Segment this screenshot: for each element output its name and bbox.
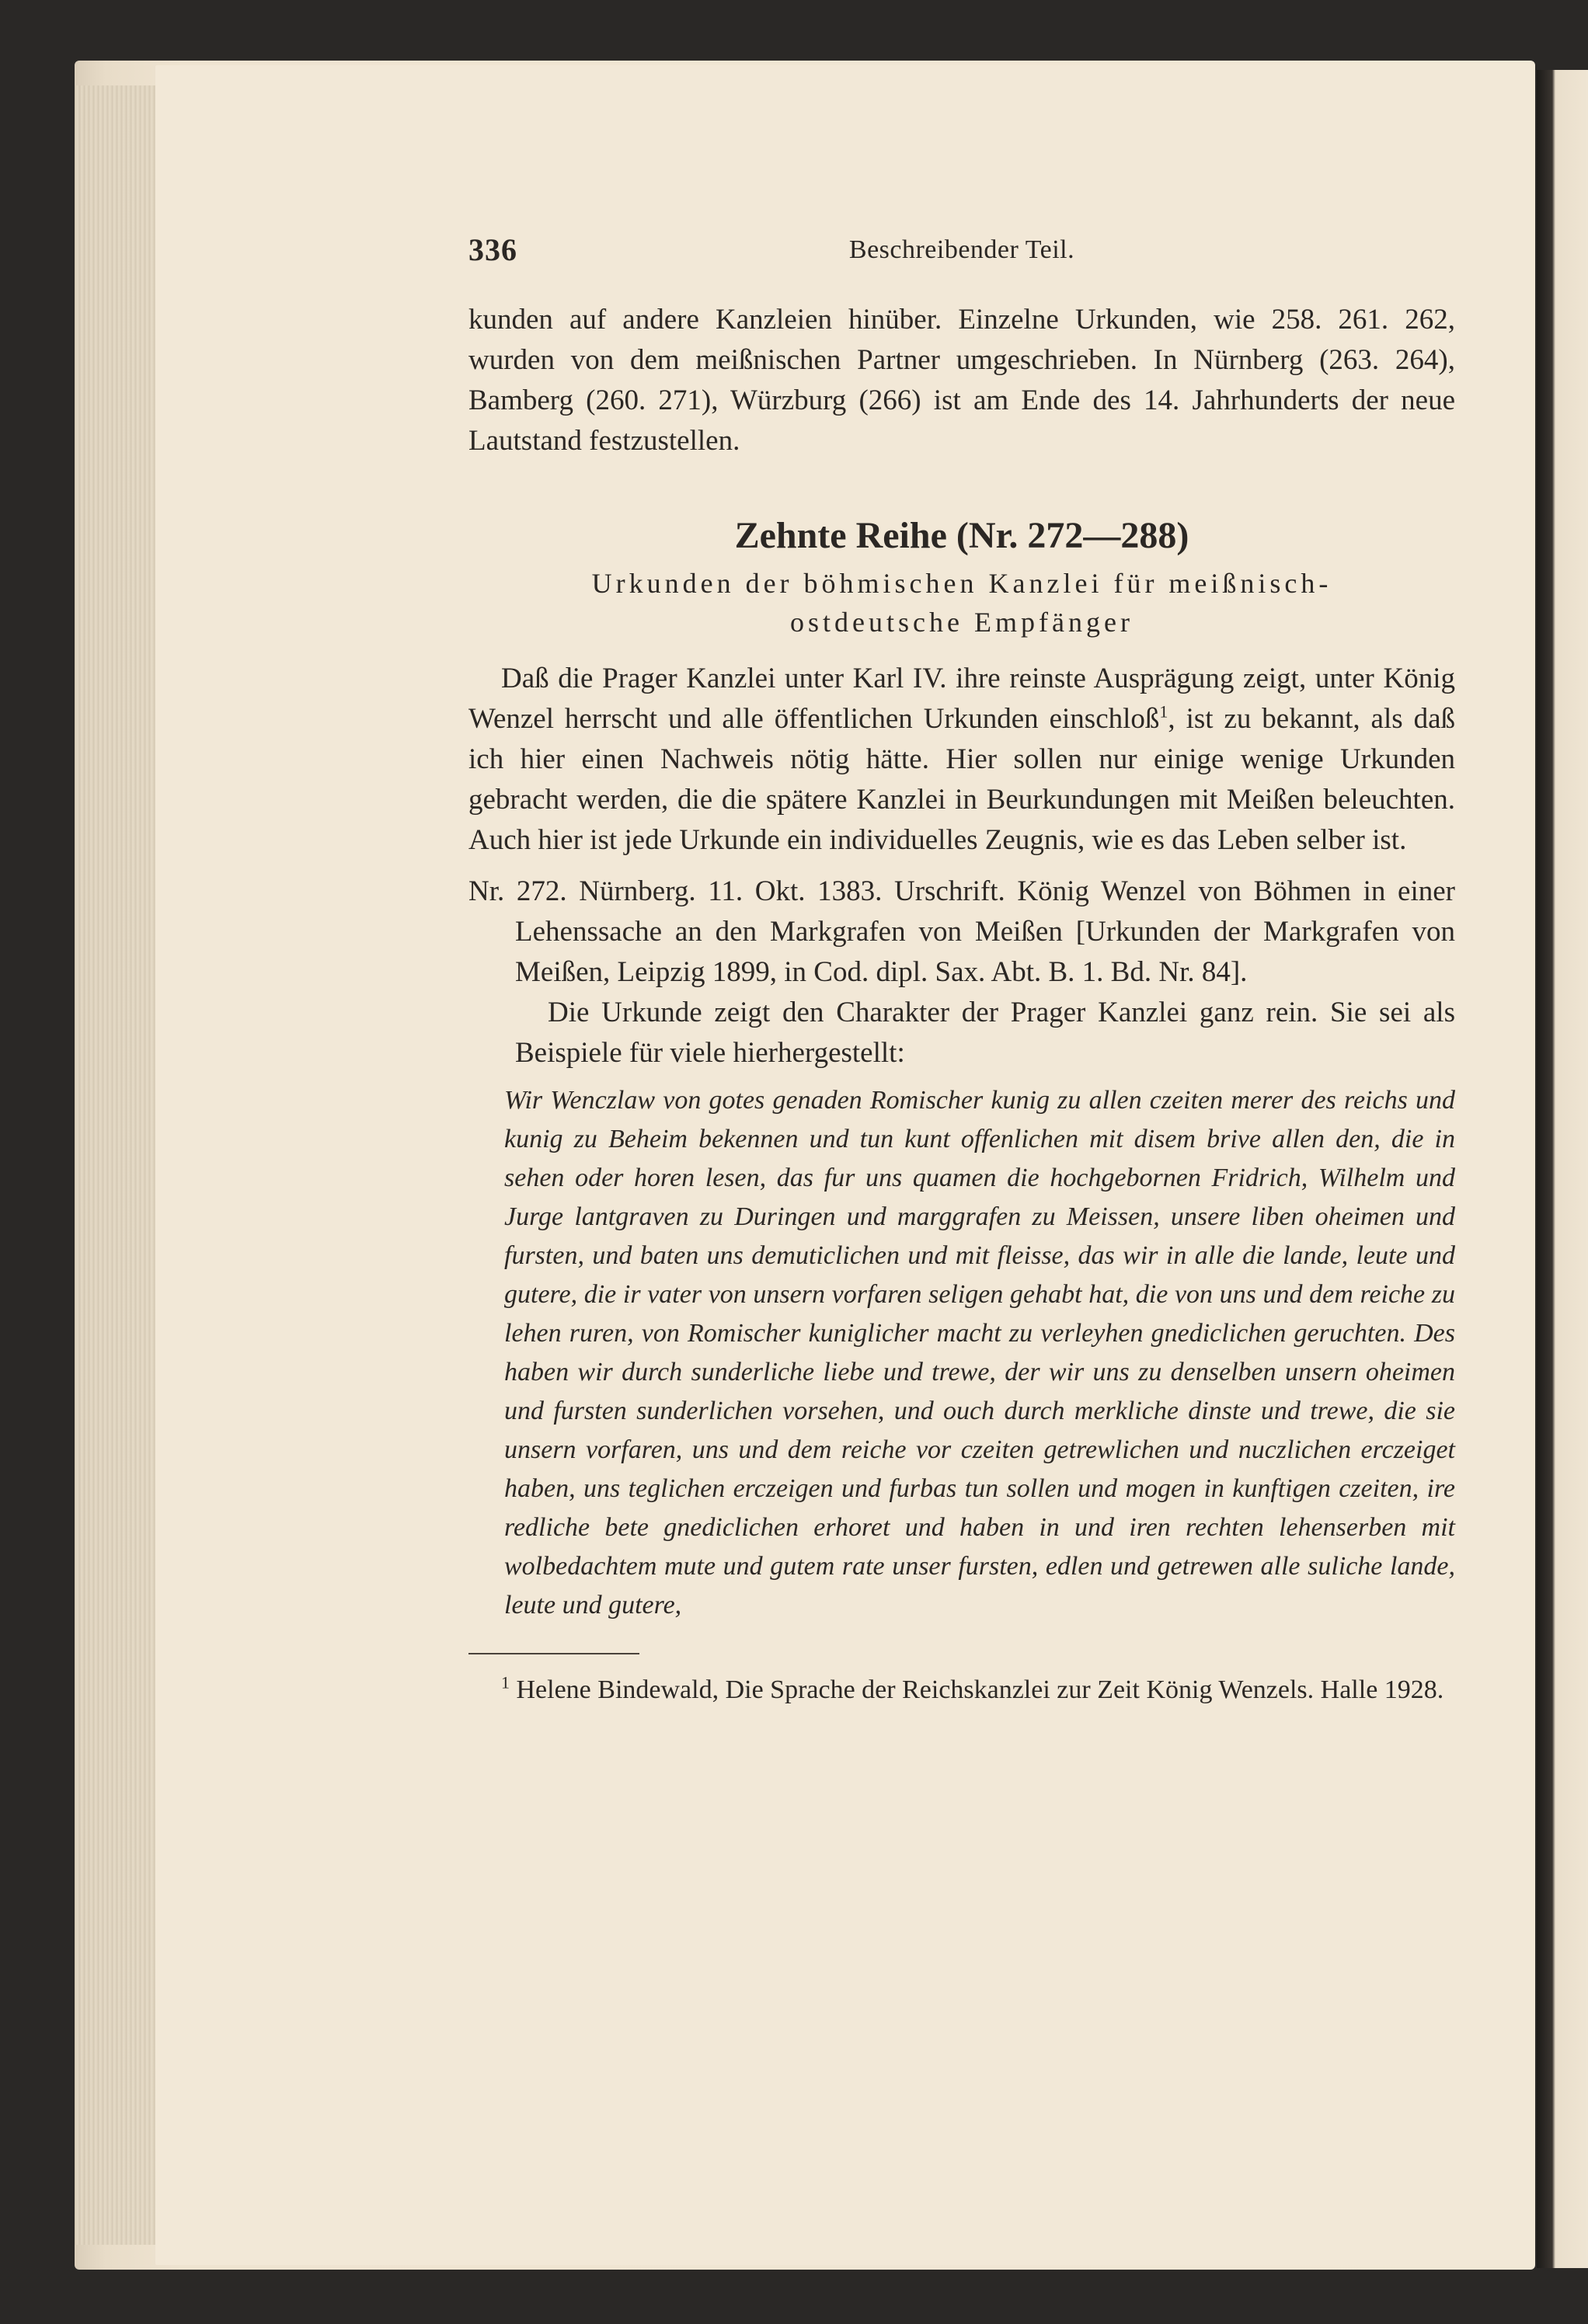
facing-page-edge [1537, 70, 1588, 2268]
footnote-divider [468, 1653, 639, 1654]
body-text-part-1: Daß die Prager Kanzlei unter Karl IV. ihre reinste Ausprägung zeigt, unter König Wenzel herrscht und alle öffentlichen Urkunden einschloß [468, 663, 1455, 735]
intro-paragraph: kunden auf andere Kanzleien hinüber. Einzelne Urkunden, wie 258. 261. 262, wurden von dem meißnischen Partner umgeschrieben. In Nürnberg (263. 264), Bamberg (260. 271), Würzburg (266) ist am Ende des 14. Jahrhunderts der neue Lautstand festzustellen. [468, 304, 1455, 457]
entry-body [468, 993, 1455, 1073]
running-head: Beschreibender Teil. [848, 235, 1075, 264]
document-quotation: Wir Wenczlaw von gotes genaden Romischer kunig zu allen czeiten merer des reichs und kunig zu Beheim bekennen und tun kunt offenlichen mit disem brive allen den, die in sehen oder horen lesen, das fur uns quamen die hochgebornen Fridrich, Wilhelm und Jurge lantgraven zu Duringen und marggrafen zu Meissen, unsere liben oheimen und fursten, und baten uns demuticlichen und mit fleisse, das wir in alle die lande, leute und gutere, die ir vater von unsern vorfaren seligen gehabt hat, die von uns und dem reiche zu lehen ruren, von Romischer kuniglicher macht zu verleyhen gnediclichen geruchten. Des haben wir durch sunderliche liebe und trewe, der wir uns zu denselben unsern oheimen und fursten sunderlichen vorsehen, und ouch durch merkliche dinste und trewe, die sie unsern vorfaren, uns und dem reiche vor czeiten getrewlichen und nuczlichen erczeiget haben, uns teglichen erczeigen und furbas tun sollen und mogen in kunftigen czeiten, ire redliche bete gnediclichen erhoret und haben in und iren rechten lehenserben mit wolbedachtem mute und gutem rate unser fursten, edlen und getrewen alle suliche lande, leute und gutere, [504, 1086, 1455, 1619]
page-number: 336 [468, 232, 517, 267]
footnote-mark: 1 [501, 1672, 510, 1693]
page-content [468, 230, 1455, 1709]
entry-comment: Die Urkunde zeigt den Charakter der Prager Kanzlei ganz rein. Sie sei als Beispiele für viele hierhergestellt: [515, 997, 1455, 1069]
entry-heading: Nr. 272. Nürnberg. 11. Okt. 1383. Urschrift. König Wenzel von Böhmen in einer Lehenssache an den Markgrafen von Meißen [Urkunden der Markgrafen von Meißen, Leipzig 1899, in Cod. dipl. Sax. Abt. B. 1. Bd. Nr. 84]. [468, 875, 1455, 988]
footnote-reference: 1 [1159, 701, 1168, 722]
section-title: Zehnte Reihe (Nr. 272—288) [734, 515, 1189, 556]
document-entry [468, 872, 1455, 1625]
page-header [468, 230, 1455, 277]
section-subtitle: Urkunden der böhmischen Kanzlei für meißnisch-ostdeutsche Empfänger [591, 568, 1332, 638]
footnote-text: Helene Bindewald, Die Sprache der Reichskanzlei zur Zeit König Wenzels. Halle 1928. [510, 1675, 1444, 1704]
body-text-part-2: , ist zu bekannt, als daß ich hier einen Nachweis nötig hätte. Hier sollen nur einige wenige Urkunden gebracht werden, die die spätere Kanzlei in Beurkundungen mit Meißen beleuchten. Auch hier ist jede Urkunde ein individuelles Zeugnis, wie es das Leben selber ist. [468, 703, 1455, 856]
footnote [468, 1672, 1455, 1709]
body-paragraph [468, 659, 1455, 861]
